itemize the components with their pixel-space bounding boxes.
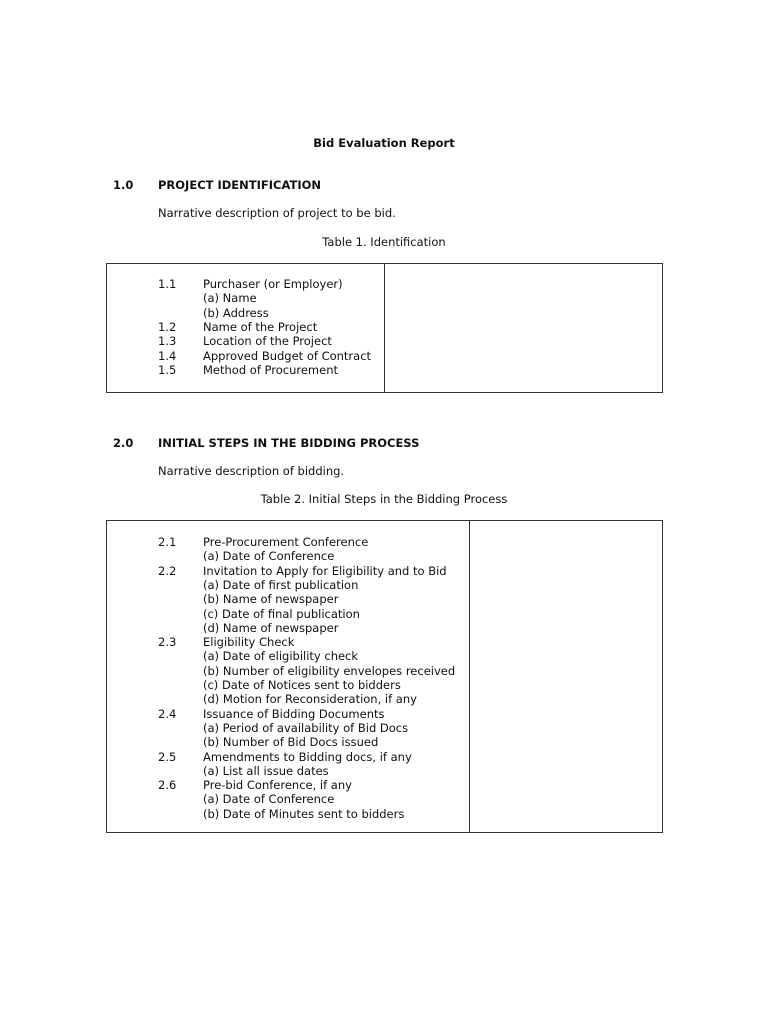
section-2-narrative: Narrative description of bidding. bbox=[158, 464, 345, 478]
table-2-row-number: 2.5 bbox=[158, 749, 177, 764]
table-2-row-label: (c) Date of final publication bbox=[203, 606, 360, 621]
table-1-row-number: 1.5 bbox=[158, 362, 177, 377]
table-2-row-number: 2.6 bbox=[158, 778, 177, 793]
report-title: Bid Evaluation Report bbox=[313, 136, 455, 150]
section-1-number: 1.0 bbox=[113, 178, 134, 192]
table-2-row-label: (c) Date of Notices sent to bidders bbox=[203, 678, 401, 692]
table-2-row-number: 2.3 bbox=[158, 635, 177, 650]
table-1-row-label: Approved Budget of Contract bbox=[203, 348, 372, 363]
section-2-heading: INITIAL STEPS IN THE BIDDING PROCESS bbox=[158, 436, 420, 450]
table-2-row-label: Pre-Procurement Conference bbox=[203, 535, 369, 549]
table-2-row-label: (a) Date of Conference bbox=[203, 549, 335, 564]
table-2-row-label: (a) Date of Conference bbox=[203, 792, 335, 807]
table-1 bbox=[106, 263, 663, 393]
table-2-row-label: (b) Date of Minutes sent to bidders bbox=[203, 806, 405, 821]
table-2-row-label: (b) Number of Bid Docs issued bbox=[203, 735, 379, 750]
table-2-row-label: (b) Name of newspaper bbox=[203, 592, 339, 607]
table-2-row-label: (d) Name of newspaper bbox=[203, 620, 339, 635]
section-1-narrative: Narrative description of project to be bid. bbox=[158, 206, 396, 220]
section-2-number: 2.0 bbox=[113, 436, 134, 450]
table-2-row-label: Issuance of Bidding Documents bbox=[203, 706, 385, 721]
table-2-row-label: Invitation to Apply for Eligibility and to Bid bbox=[203, 563, 447, 578]
table-2-row-number: 2.2 bbox=[158, 563, 177, 578]
table-2-caption: Table 2. Initial Steps in the Bidding Process bbox=[260, 492, 508, 506]
table-2-row-label: Amendments to Bidding docs, if any bbox=[203, 749, 412, 764]
table-2-row-label: Eligibility Check bbox=[203, 635, 295, 650]
table-1-row-label: Location of the Project bbox=[203, 334, 332, 349]
table-2-row-number: 2.4 bbox=[158, 706, 177, 721]
table-2-row-number: 2.1 bbox=[158, 535, 177, 549]
table-1-row-number: 1.3 bbox=[158, 334, 177, 349]
table-1-row-label: Name of the Project bbox=[203, 319, 318, 334]
table-2 bbox=[106, 520, 663, 833]
table-1-row-label: Method of Procurement bbox=[203, 362, 339, 377]
table-2-row-label: (a) List all issue dates bbox=[203, 763, 329, 778]
table-1-row-number: 1.2 bbox=[158, 319, 177, 334]
table-1-row-label: (a) Name bbox=[203, 291, 257, 306]
table-1-row-label: Purchaser (or Employer) bbox=[203, 277, 343, 291]
table-2-row-label: (b) Number of eligibility envelopes received bbox=[203, 663, 456, 678]
table-2-row-label: (d) Motion for Reconsideration, if any bbox=[203, 692, 417, 707]
table-1-value-cell[interactable] bbox=[385, 264, 662, 392]
table-1-row-number: 1.4 bbox=[158, 348, 177, 363]
table-2-row-label: Pre-bid Conference, if any bbox=[203, 778, 352, 793]
table-1-row-number: 1.1 bbox=[158, 277, 177, 291]
section-1-heading: PROJECT IDENTIFICATION bbox=[158, 178, 322, 192]
table-2-row-label: (a) Period of availability of Bid Docs bbox=[203, 720, 409, 735]
table-2-row-label: (a) Date of eligibility check bbox=[203, 649, 359, 664]
table-2-row-label: (a) Date of first publication bbox=[203, 577, 359, 592]
table-1-caption: Table 1. Identification bbox=[322, 235, 446, 249]
table-1-row-label: (b) Address bbox=[203, 305, 269, 320]
table-2-value-cell[interactable] bbox=[470, 521, 662, 832]
